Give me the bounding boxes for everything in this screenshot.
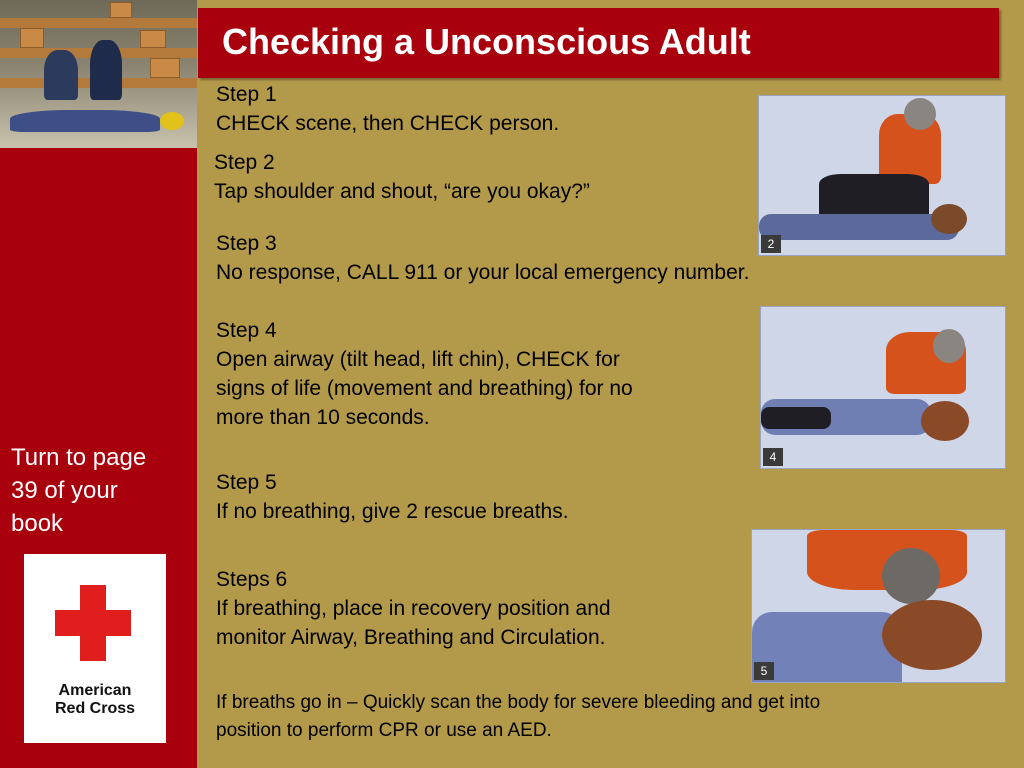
step-text: No response, CALL 911 or your local emergency number.	[216, 261, 750, 284]
step-text: CHECK scene, then CHECK person.	[216, 112, 560, 135]
logo-wordmark	[24, 682, 166, 718]
step-4	[216, 316, 633, 432]
step-text: If no breathing, give 2 rescue breaths.	[216, 500, 569, 523]
rescuer-head	[882, 548, 940, 604]
rescuer-figure	[90, 40, 122, 100]
sidebar	[0, 0, 197, 768]
logo-line: American	[58, 682, 132, 699]
step-text: signs of life (movement and breathing) for no	[216, 377, 633, 400]
victim-head	[921, 401, 969, 441]
step-text: Open airway (tilt head, lift chin), CHECK for	[216, 348, 620, 371]
victim-head	[882, 600, 982, 670]
footnote	[216, 689, 1006, 745]
step-text: Tap shoulder and shout, “are you okay?”	[214, 180, 590, 203]
photo-open-airway	[760, 306, 1006, 469]
step-label: Step 3	[216, 232, 277, 255]
box	[110, 2, 132, 18]
step-text: more than 10 seconds.	[216, 406, 430, 429]
step-5	[216, 468, 569, 526]
box	[140, 30, 166, 48]
step-2	[214, 148, 590, 206]
step-3	[216, 229, 749, 287]
step-label: Step 5	[216, 471, 277, 494]
victim-figure	[10, 110, 160, 132]
hard-hat	[160, 112, 184, 130]
victim-figure	[752, 612, 902, 683]
step-text: monitor Airway, Breathing and Circulation.	[216, 626, 606, 649]
step-label: Steps 6	[216, 568, 288, 591]
step-label: Step 1	[216, 83, 277, 106]
logo-line: Red Cross	[54, 700, 136, 717]
photo-number: 2	[761, 235, 781, 253]
shelf	[0, 18, 197, 28]
box	[150, 58, 180, 78]
rescuer-head	[904, 98, 936, 130]
photo-number: 5	[754, 662, 774, 680]
title-bar	[198, 8, 999, 78]
victim-legs	[761, 407, 831, 429]
note-line: 39 of your	[11, 477, 118, 504]
photo-tap-shoulder	[758, 95, 1006, 256]
victim-figure	[759, 214, 959, 240]
step-text: If breathing, place in recovery position and	[216, 597, 611, 620]
box	[20, 28, 44, 48]
step-6	[216, 565, 611, 652]
rescuer-head	[933, 329, 965, 363]
note-line: book	[11, 510, 64, 537]
page-title: Checking a Unconscious Adult	[222, 21, 751, 62]
step-label: Step 4	[216, 319, 277, 342]
footnote-line: position to perform CPR or use an AED.	[216, 720, 552, 741]
step-label: Step 2	[214, 151, 275, 174]
red-cross-icon	[55, 585, 131, 661]
photo-number: 4	[763, 448, 783, 466]
photo-rescue-breaths	[751, 529, 1006, 683]
red-cross-logo	[24, 554, 166, 743]
footnote-line: If breaths go in – Quickly scan the body for severe bleeding and get into	[216, 692, 821, 713]
victim-head	[931, 204, 967, 234]
rescuer-figure	[44, 50, 78, 100]
note-line: Turn to page	[11, 444, 147, 471]
step-1	[216, 80, 559, 138]
warehouse-rescue-photo	[0, 0, 197, 148]
page-reference-note	[11, 441, 191, 540]
